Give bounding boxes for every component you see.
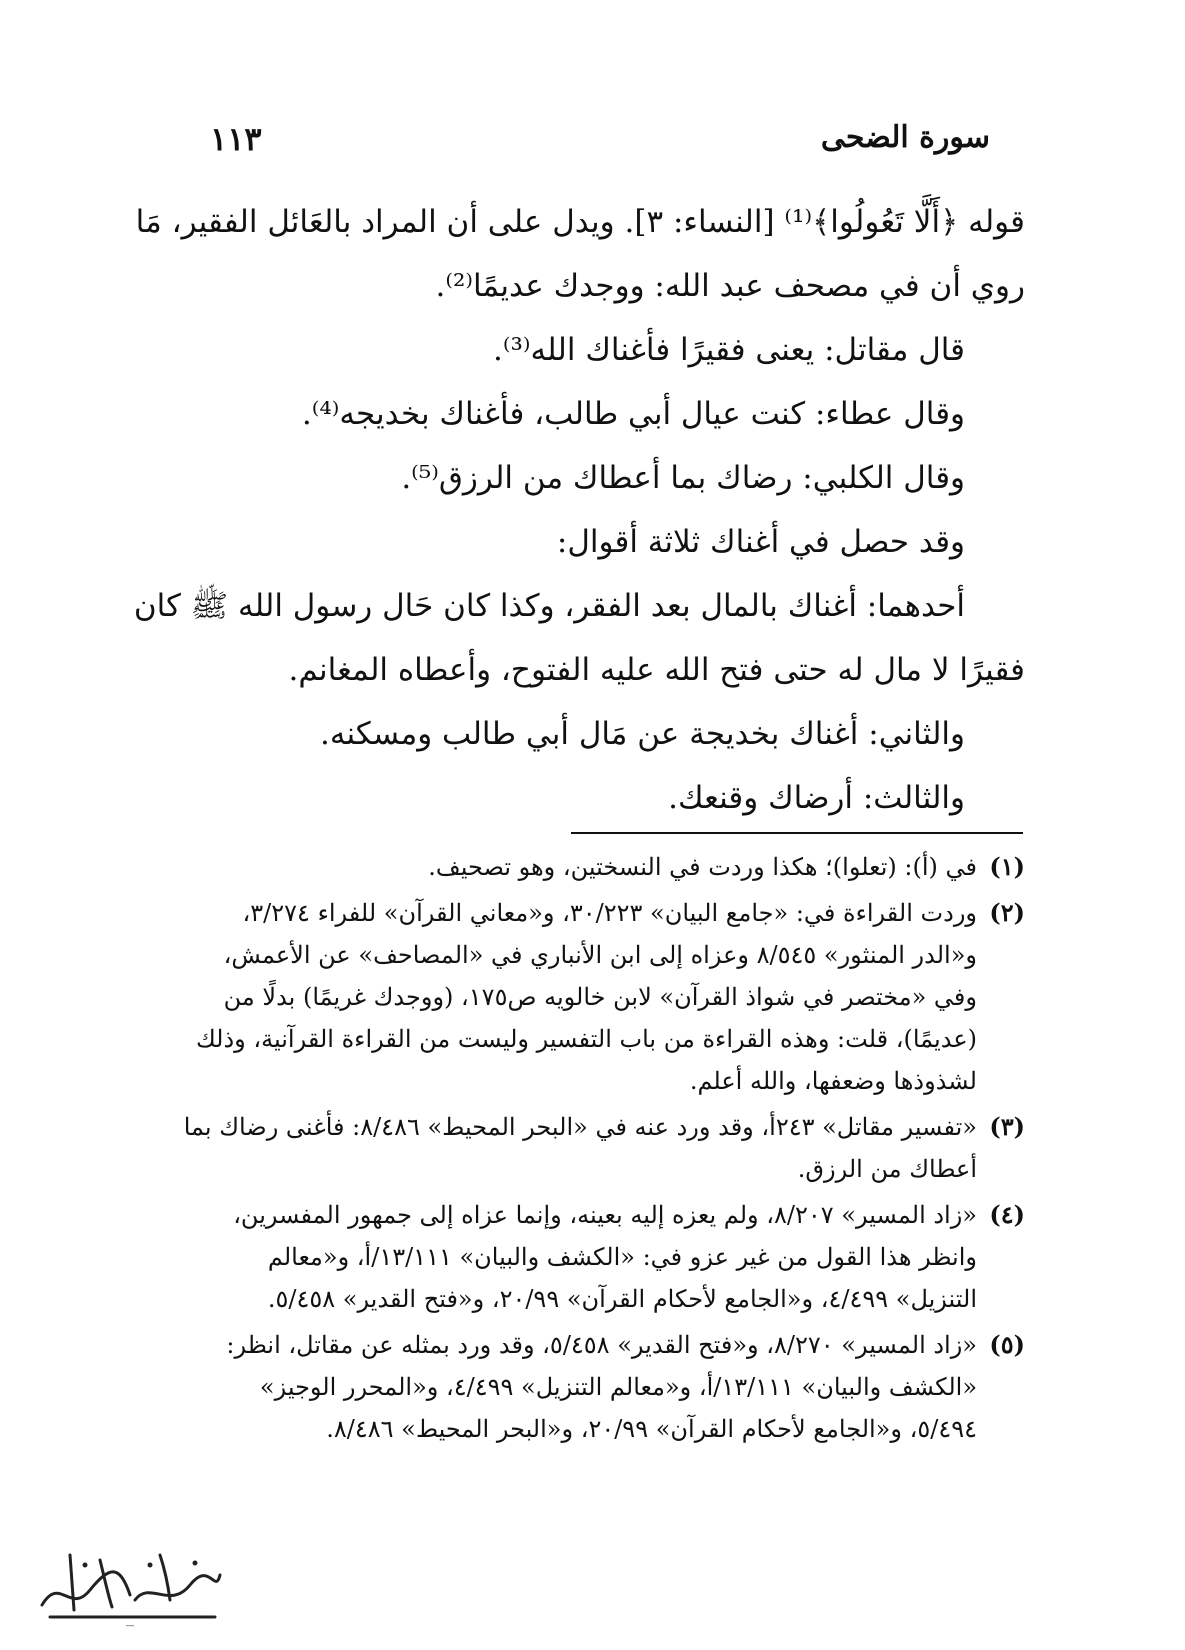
footnote-line: أعطاك من الرزق. (797, 1155, 977, 1183)
footnote-number: (٥) (989, 1330, 1025, 1359)
footnote (155, 1106, 1025, 1190)
page-header (200, 120, 990, 170)
footnote-line: وانظر هذا القول من غير عزو في: «الكشف والبيان» ١٣/١١١/أ، و«معالم (267, 1243, 977, 1271)
footnote (155, 846, 1025, 888)
main-line: وقال عطاء: كنت عيال أبي طالب، فأغناك بخديجه⁽⁴⁾. (301, 396, 965, 432)
main-line: روي أن في مصحف عبد الله: ووجدك عديمًا⁽²⁾. (435, 268, 1025, 304)
footnote-number: (٤) (989, 1200, 1025, 1229)
main-line: أحدهما: أغناك بالمال بعد الفقر، وكذا كان حَال رسول الله ﷺ كان (133, 588, 965, 624)
footnote-separator (571, 832, 1023, 834)
footnote-line: «زاد المسير» ٨/٢٠٧، ولم يعزه إليه بعينه، وإنما عزاه إلى جمهور المفسرين، (233, 1201, 977, 1229)
footnote-line: وردت القراءة في: «جامع البيان» ٣٠/٢٢٣، و«معاني القرآن» للفراء ٣/٢٧٤، (242, 899, 977, 927)
footnote-number: (٣) (989, 1112, 1025, 1141)
footnote-line: لشذوذها وضعفها، والله أعلم. (689, 1067, 977, 1095)
surah-title: سورة الضحى (820, 120, 990, 155)
footnote (155, 892, 1025, 1102)
footnote (155, 1194, 1025, 1320)
main-line: وقد حصل في أغناك ثلاثة أقوال: (556, 524, 965, 560)
footnote-number: (١) (989, 852, 1025, 881)
footnote-line: ٥/٤٩٤، و«الجامع لأحكام القرآن» ٢٠/٩٩، و«البحر المحيط» ٨/٤٨٦. (326, 1415, 977, 1443)
footnote-line: «زاد المسير» ٨/٢٧٠، و«فتح القدير» ٥/٤٥٨، وقد ورد بمثله عن مقاتل، انظر: (226, 1331, 977, 1359)
footnote-line: التنزيل» ٤/٤٩٩، و«الجامع لأحكام القرآن» ٢٠/٩٩، و«فتح القدير» ٥/٤٥٨. (267, 1285, 977, 1313)
calligraphy-logo-icon (30, 1535, 230, 1630)
main-line: قال مقاتل: يعنى فقيرًا فأغناك الله⁽³⁾. (493, 332, 965, 368)
main-line: وقال الكلبي: رضاك بما أعطاك من الرزق⁽⁵⁾. (401, 460, 965, 496)
footnote-line: و«الدر المنثور» ٨/٥٤٥ وعزاه إلى ابن الأنباري في «المصاحف» عن الأعمش، (223, 941, 977, 969)
footnote-line: (عديمًا)، قلت: وهذه القراءة من باب التفسير وليست من القراءة القرآنية، وذلك (195, 1025, 977, 1053)
main-line: قوله ﴿أَلَّا تَعُولُوا﴾⁽¹⁾ [النساء: ٣]. ويدل على أن المراد بالعَائل الفقير، مَا (135, 204, 1025, 240)
footnote (155, 1324, 1025, 1450)
main-line: والثالث: أرضاك وقنعك. (668, 780, 965, 816)
footnote-line: «الكشف والبيان» ١٣/١١١/أ، و«معالم التنزيل» ٤/٤٩٩، و«المحرر الوجيز» (259, 1373, 977, 1401)
main-line: والثاني: أغناك بخديجة عن مَال أبي طالب ومسكنه. (320, 716, 965, 752)
footnote-number: (٢) (989, 898, 1025, 927)
svg-text:—: — (125, 1621, 135, 1630)
main-line: فقيرًا لا مال له حتى فتح الله عليه الفتوح، وأعطاه المغانم. (288, 652, 1025, 688)
footnote-line: في (أ): (تعلوا)؛ هكذا وردت في النسختين، وهو تصحيف. (428, 853, 977, 881)
footnote-line: وفي «مختصر في شواذ القرآن» لابن خالويه ص١٧٥، (ووجدك غريمًا) بدلًا من (223, 983, 977, 1011)
page-number: ١١٣ (210, 120, 262, 158)
main-text (133, 190, 1025, 830)
footnotes (155, 846, 1025, 1450)
footnote-line: «تفسير مقاتل» ٢٤٣أ، وقد ورد عنه في «البحر المحيط» ٨/٤٨٦: فأغنى رضاك بما (183, 1113, 977, 1141)
